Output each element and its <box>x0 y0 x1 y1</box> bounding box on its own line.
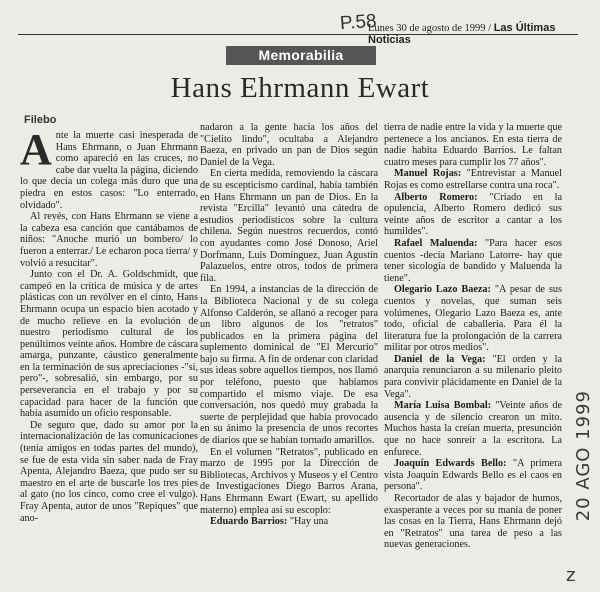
col3-entry: María Luisa Bombal: "Veinte años de ausencia y de silencio crearon un mito. Muchos hasta la creían muerta, presunción que no hace sonreír a la escritora. La enfurece. <box>384 400 562 458</box>
handwritten-date-note: 20 AGO 1999 <box>573 390 594 522</box>
col3-entry: Joaquín Edwards Bello: "A primera vista Joaquín Edwards Bello es el caos en persona". <box>384 458 562 493</box>
col3-entry: Alberto Romero: "Criado en la opulencia, Alberto Romero dedicó sus veinte años de escritor a cantar a los humildes". <box>384 191 562 238</box>
col3-entry: Olegario Lazo Baeza: "A pesar de sus cuentos y novelas, que suman seis volúmenes, Olegario Lazo Baeza es, ante todo, oficial de caballería. Para él la literatura fue la prolongación de la carrera militar por otros medios". <box>384 284 562 354</box>
section-label: Memorabilia <box>226 46 376 65</box>
col3-entry: Daniel de la Vega: "El orden y la anarquía renunciaron a su milenario pleito para convivir plácidamente en Daniel de la Vega". <box>384 353 562 400</box>
headline: Hans Ehrmann Ewart <box>170 72 430 104</box>
publication-name: Las Últimas Noticias <box>368 22 556 46</box>
col1-paragraph-4: De seguro que, dado su amor por la internacionalización de las comunicaciones (tenía amigos en todas partes del mundo), se fue de esta vida sin saber nada de Fray Apenta, Alejandro Baeza, que pudo ser su maestro en el arte de buscarle los tres pies al gato (no los cinco, como cree el vulgo). Fray Apenta, autor de unos "Repiques" que ano- <box>20 419 198 524</box>
col3-intro: tierra de nadie entre la vida y la muerte que pertenece a los ancianos. En esta tierra de nadie habita Eduardo Barrios. Le faltan cuatro meses para cumplir los 77 años". <box>384 122 562 168</box>
col2-last-entry: Eduardo Barrios: "Hay una <box>210 516 329 528</box>
publication-separator: / <box>488 23 492 34</box>
drop-cap: A <box>20 130 52 174</box>
col2-paragraph-2: En cierta medida, removiendo la cáscara de su escepticismo cardinal, había también en Hans Ehrmann un pan de Dios. En la revista "Ercilla" levantó una cátedra de estudios periodísticos sobre la cultura chilena. Según nuestros recuerdos, contó con ayudantes como José Donoso, Ariel Dorfmann, Luis Domínguez, Juan Agustín Palazuelos, entre otros, todos de primera fila. <box>200 168 378 284</box>
col3-closing: Recortador de alas y bajador de humos, exasperante a veces por su manía de poner las cosas en la Tierra, Hans Ehrmann dejó en "Retratos" una tarea de peso a las nuevas generaciones. <box>384 493 562 551</box>
column-3 <box>384 122 562 580</box>
header-rule <box>18 34 578 35</box>
col1-paragraph-2: Al revés, con Hans Ehrmann se viene a la cabeza esa canción que cantábamos de niños: "Anoche murió un bombero/ lo fueron a enterrar./ Le echaron poca tierra/ y volvió a resucitar". <box>20 211 198 269</box>
column-2 <box>200 122 378 580</box>
col3-entry: Manuel Rojas: "Entrevistar a Manuel Rojas es como estrellarse contra una roca". <box>384 168 562 191</box>
byline: Filebo <box>24 114 57 126</box>
col2-paragraph-3: En 1994, a instancias de la dirección de la Biblioteca Nacional y de su colega Alfonso Calderón, se allanó a recoger para un libro algunos de los "retratos" publicados en la primera página del suplemento dominical de "El Mercurio" bajo su firma. A fin de ordenar con claridad sus ideas sobre aquellos tiempos, nos llamó por teléfono, puesto que habíamos compartido el mismo viaje. De esa conversación, nos quedó muy grabada la suerte de perplejidad que había provocado en su ánimo la presencia de unos recortes de diarios que se habían tornado amarillos. <box>200 284 378 447</box>
handwritten-page-number: P.58 <box>339 10 378 35</box>
handwritten-mark: z <box>566 565 576 586</box>
publication-date: Lunes 30 de agosto de 1999 <box>368 23 486 34</box>
column-1 <box>20 130 198 588</box>
col2-paragraph-4: En el volumen "Retratos", publicado en marzo de 1995 por la Dirección de Bibliotecas, Archivos y Museos y el Centro de Investigaciones Diego Barros Arana, Hans Ehrmann Ewart (Ewart, su apellido materno) emplea así su escoplo: <box>200 446 378 516</box>
col1-paragraph-1: Ante la muerte casi inesperada de Hans Ehrmann, o Juan Ehrmann como apareció en las cruces, no cabe dar vuelta la página, diciendo lo que decía un colega más duro que una piedra en estos casos: "Lo enterrado, olvidado". <box>20 130 198 211</box>
col3-entry: Rafael Maluenda: "Para hacer esos cuentos -decía Mariano Latorre- hay que tener sicología de bandido y Maluenda la tiene". <box>384 237 562 284</box>
col2-paragraph-1: nadaron a la gente hacia los años del "Cielito lindo", ocultaba a Alejandro Baeza, en privado un pan de Dios según Daniel de la Vega. <box>200 122 378 168</box>
col1-paragraph-3: Junto con el Dr. A. Goldschmidt, que campeó en la crítica de música y de artes plásticas con un revólver en el cinto, Hans Ehrmann ocupa un espacio bien acotado y de mucho relieve en la evolución de nuestro periodismo cultural de los penúltimos veinte años. Hombre de cáscara amarga, punzante, cáustico generalmente en la terminación de sus apreciaciones -"sí, pero"-, sobresalió, sin embargo, por su perseverancia en el trabajo y por su capacidad para hacer de la función que había asumido un oficio responsable. <box>20 269 198 420</box>
